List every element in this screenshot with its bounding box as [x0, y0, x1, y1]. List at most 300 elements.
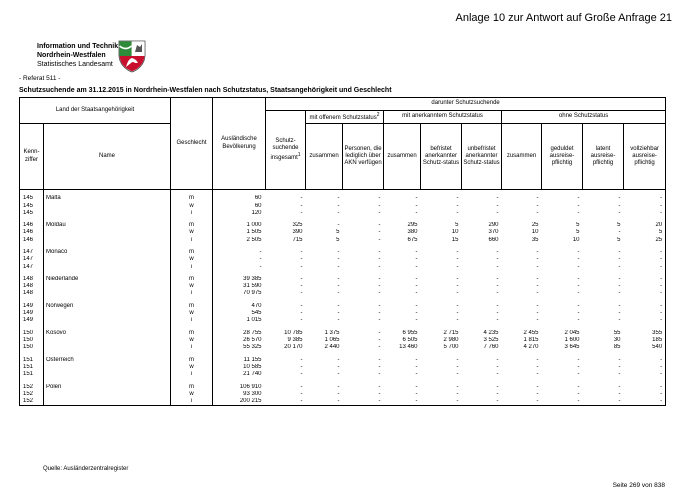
table-cell: - [660, 195, 663, 202]
table-cell: - [577, 371, 580, 378]
table-cell: - [378, 390, 381, 397]
table-cell: 10 [451, 229, 459, 236]
table-cell: 325 [292, 222, 303, 229]
table-cell: 1 505 [213, 229, 266, 236]
table-row [20, 276, 666, 283]
table-cell: - [536, 383, 539, 390]
table-cell: m [171, 249, 213, 256]
table-cell: - [577, 310, 580, 317]
table-cell: - [378, 337, 381, 344]
table-cell: m [171, 384, 213, 391]
table-cell: - [415, 310, 418, 317]
table-row [20, 290, 666, 297]
table-cell: m [171, 276, 213, 283]
table-cell: 540 [652, 344, 663, 351]
table-cell: 1 375 [324, 329, 340, 336]
cell-name: Moldau [44, 222, 171, 229]
table-cell: - [415, 290, 418, 297]
table-cell: - [496, 202, 499, 209]
table-cell: - [618, 195, 621, 202]
table-cell: m [171, 222, 213, 229]
table-cell: - [378, 209, 381, 216]
cell-kennziffer: 147 [23, 249, 34, 256]
table-cell: - [496, 398, 499, 405]
table-cell: - [660, 356, 663, 363]
cell-name [44, 364, 171, 371]
table-cell: - [378, 344, 381, 351]
table-cell: - [618, 383, 621, 390]
table-cell: w [171, 391, 213, 398]
table-cell: - [496, 317, 499, 324]
cell-kennziffer: 148 [23, 290, 34, 297]
table-cell: - [337, 263, 340, 270]
table-cell: 545 [213, 310, 266, 317]
table-cell: - [577, 263, 580, 270]
table-cell: - [456, 290, 459, 297]
table-row [20, 222, 666, 229]
table-cell: - [496, 383, 499, 390]
table-cell: 1 815 [523, 337, 539, 344]
table-cell: 5 [576, 222, 580, 229]
header-land: Land der Staatsangehörigkeit [20, 98, 171, 124]
table-cell: 1 065 [324, 337, 340, 344]
cell-name: Monaco [44, 249, 171, 256]
table-cell: - [536, 363, 539, 370]
cell-kennziffer: 150 [23, 337, 34, 344]
table-cell: - [536, 256, 539, 263]
table-cell: 60 [213, 203, 266, 210]
table-cell: - [577, 209, 580, 216]
table-cell: 15 [451, 236, 459, 243]
table-cell: - [660, 209, 663, 216]
table-cell: 2 045 [564, 329, 580, 336]
table-row [20, 337, 666, 344]
table-cell: 5 [455, 222, 459, 229]
header-unbefristet: unbefristet anerkannter Schutz-status [462, 124, 502, 190]
table-cell: - [577, 290, 580, 297]
table-row [20, 371, 666, 378]
table-row [20, 310, 666, 317]
cell-kennziffer: 146 [23, 236, 34, 243]
table-cell: - [496, 209, 499, 216]
table-cell: - [415, 195, 418, 202]
cell-name [44, 344, 171, 351]
cell-name [44, 398, 171, 406]
cell-name [44, 203, 171, 210]
header-geduldet: geduldet ausreise-pflichtig [542, 124, 583, 190]
cell-kennziffer: 151 [23, 356, 34, 363]
table-cell: - [415, 249, 418, 256]
table-cell: 380 [407, 229, 418, 236]
cell-name [44, 371, 171, 378]
table-cell: m [171, 303, 213, 310]
table-cell: - [456, 263, 459, 270]
table-cell: 1 000 [213, 222, 266, 229]
cell-name [44, 337, 171, 344]
table-cell: - [496, 371, 499, 378]
table-cell: - [300, 302, 303, 309]
table-cell: - [300, 383, 303, 390]
table-cell: - [300, 195, 303, 202]
table-cell: 3 525 [483, 337, 499, 344]
table-cell: - [577, 390, 580, 397]
table-cell: - [496, 283, 499, 290]
table-cell: - [536, 390, 539, 397]
table-cell: 370 [488, 229, 499, 236]
footnote-2: 2 [376, 111, 380, 118]
table-cell: - [536, 283, 539, 290]
footnote-1: 1 [297, 152, 301, 159]
cell-name [44, 256, 171, 263]
table-cell: - [337, 256, 340, 263]
cell-name [44, 210, 171, 217]
table-cell: - [618, 263, 621, 270]
table-cell: - [536, 356, 539, 363]
table-cell: 31 590 [213, 283, 266, 290]
table-cell: - [300, 317, 303, 324]
table-cell: - [337, 390, 340, 397]
cell-name: Norwegen [44, 303, 171, 310]
table-row [20, 283, 666, 290]
table-cell: - [300, 202, 303, 209]
header-zusammen-offen: zusammen [306, 124, 343, 190]
cell-kennziffer: 147 [23, 263, 34, 270]
table-cell: - [415, 356, 418, 363]
table-cell: - [496, 256, 499, 263]
table-row [20, 256, 666, 263]
table-cell: i [171, 210, 213, 217]
table-cell: - [660, 390, 663, 397]
cell-kennziffer: 152 [23, 390, 34, 397]
table-cell: - [618, 202, 621, 209]
table-cell: - [378, 356, 381, 363]
table-cell: - [660, 256, 663, 263]
table-cell: - [660, 363, 663, 370]
table-cell: - [577, 249, 580, 256]
table-cell: - [577, 195, 580, 202]
table-cell: 25 [531, 222, 539, 229]
table-row [20, 195, 666, 202]
table-cell: - [618, 390, 621, 397]
table-cell: - [337, 276, 340, 283]
table-cell: - [660, 302, 663, 309]
table-cell: i [171, 371, 213, 378]
table-cell: - [337, 290, 340, 297]
table-cell: - [456, 195, 459, 202]
table-cell: - [456, 383, 459, 390]
table-cell: - [536, 276, 539, 283]
table-cell: - [300, 371, 303, 378]
table-cell: - [415, 302, 418, 309]
table-cell: - [618, 310, 621, 317]
cell-name [44, 229, 171, 236]
table-cell: - [660, 398, 663, 405]
table-cell: 4 270 [523, 344, 539, 351]
table-cell: - [378, 398, 381, 405]
table-cell: - [496, 310, 499, 317]
cell-kennziffer: 150 [23, 344, 34, 351]
table-cell: - [618, 276, 621, 283]
table-cell: - [577, 317, 580, 324]
table-cell: 5 700 [443, 344, 459, 351]
table-row [20, 398, 666, 406]
table-row [20, 317, 666, 324]
table-cell: - [618, 302, 621, 309]
table-cell: - [618, 371, 621, 378]
table-cell: - [577, 302, 580, 309]
table-cell: - [337, 363, 340, 370]
table-row [20, 210, 666, 217]
cell-name: Malta [44, 195, 171, 202]
table-cell: i [171, 398, 213, 406]
table-row [20, 391, 666, 398]
table-cell: - [378, 276, 381, 283]
table-cell: - [415, 209, 418, 216]
table-cell: - [536, 209, 539, 216]
table-cell: 470 [213, 303, 266, 310]
table-cell: 355 [652, 329, 663, 336]
table-cell: - [456, 310, 459, 317]
table-cell: - [577, 256, 580, 263]
header-latent: latent ausreise-pflichtig [583, 124, 624, 190]
table-cell: - [337, 209, 340, 216]
cell-kennziffer: 149 [23, 302, 34, 309]
table-cell: 60 [213, 195, 266, 202]
table-cell: - [618, 249, 621, 256]
table-cell: - [300, 390, 303, 397]
cell-kennziffer: 149 [23, 310, 34, 317]
table-cell: - [337, 371, 340, 378]
table-cell: 6 505 [402, 337, 418, 344]
table-row [20, 264, 666, 271]
table-cell: - [337, 310, 340, 317]
table-cell: - [456, 256, 459, 263]
table-cell: - [618, 398, 621, 405]
table-cell: 3 645 [564, 344, 580, 351]
table-cell: - [300, 310, 303, 317]
org-name-line1: Information und Technik [37, 43, 119, 50]
table-cell: - [378, 236, 381, 243]
header-geschlecht: Geschlecht [171, 98, 213, 190]
header-kennziffer: Kenn-ziffer [20, 124, 44, 190]
table-cell: m [171, 357, 213, 364]
table-cell: - [660, 202, 663, 209]
table-cell: - [300, 398, 303, 405]
table-cell: - [618, 283, 621, 290]
header-befristet: befristet anerkannter Schutz-status [421, 124, 462, 190]
table-cell: i [171, 317, 213, 324]
cell-kennziffer: 152 [23, 383, 34, 390]
table-title: Schutzsuchende am 31.12.2015 in Nordrhein-Westfalen nach Schutzstatus, Staatsangehörigkeit und Geschlecht [19, 87, 392, 94]
table-row [20, 229, 666, 236]
table-cell: 5 [336, 229, 340, 236]
table-cell: 93 300 [213, 391, 266, 398]
table-cell: - [618, 356, 621, 363]
table-cell: - [415, 202, 418, 209]
table-cell: 11 155 [213, 357, 266, 364]
header-bevoelkerung: Ausländische Bevölkerung [213, 98, 266, 190]
table-cell: 10 [572, 236, 580, 243]
table-row [20, 237, 666, 244]
table-cell: - [378, 329, 381, 336]
table-cell: - [300, 209, 303, 216]
table-cell: - [536, 398, 539, 405]
table-cell: - [577, 356, 580, 363]
table-cell: - [415, 317, 418, 324]
table-cell: - [378, 229, 381, 236]
table-cell: 20 [655, 222, 663, 229]
table-row [20, 203, 666, 210]
table-cell: 20 170 [284, 344, 303, 351]
table-cell: - [536, 290, 539, 297]
table-cell: 295 [407, 222, 418, 229]
cell-kennziffer: 146 [23, 229, 34, 236]
table-cell: - [577, 363, 580, 370]
header-schutzsuchende: Schutz-suchende insgesamt$^1$ [266, 111, 306, 190]
table-cell: - [660, 310, 663, 317]
table-cell: 5 [576, 229, 580, 236]
table-cell: - [536, 195, 539, 202]
table-cell: 70 975 [213, 290, 266, 297]
cell-name [44, 391, 171, 398]
table-cell: - [456, 302, 459, 309]
table-row [20, 303, 666, 310]
table-cell: - [618, 290, 621, 297]
table-cell: - [415, 390, 418, 397]
cell-name [44, 317, 171, 324]
table-row [20, 364, 666, 371]
cell-kennziffer: 145 [23, 209, 34, 216]
table-cell: 21 740 [213, 371, 266, 378]
cell-kennziffer: 151 [23, 371, 34, 378]
table-cell: - [337, 222, 340, 229]
table-cell: - [378, 263, 381, 270]
header-darunter: darunter Schutzsuchende [266, 98, 666, 111]
table-row [20, 249, 666, 256]
table-row [20, 330, 666, 337]
table-cell: w [171, 310, 213, 317]
table-cell: 106 910 [213, 384, 266, 391]
table-cell: - [618, 256, 621, 263]
table-cell: - [337, 283, 340, 290]
table-cell: 390 [292, 229, 303, 236]
header-ohne: ohne Schutzstatus [502, 111, 666, 124]
table-cell: 290 [488, 222, 499, 229]
cell-name [44, 264, 171, 271]
table-cell: - [337, 195, 340, 202]
table-cell: - [378, 222, 381, 229]
cell-name: Polen [44, 384, 171, 391]
table-cell: - [536, 371, 539, 378]
cell-kennziffer: 145 [23, 195, 34, 202]
table-cell: 6 955 [402, 329, 418, 336]
table-cell: - [213, 256, 266, 263]
cell-kennziffer: 148 [23, 276, 34, 283]
cell-kennziffer: 147 [23, 256, 34, 263]
table-cell: 120 [213, 210, 266, 217]
table-cell: 10 [531, 229, 539, 236]
table-cell: - [536, 317, 539, 324]
table-cell: 675 [407, 236, 418, 243]
annex-label: Anlage 10 zur Antwort auf Große Anfrage 21 [455, 12, 672, 24]
organization-block [37, 42, 118, 69]
table-cell: 26 570 [213, 337, 266, 344]
table-cell: - [456, 317, 459, 324]
cell-name [44, 237, 171, 244]
table-cell: 200 215 [213, 398, 266, 406]
table-cell: 2 715 [443, 329, 459, 336]
table-cell: - [378, 249, 381, 256]
source-note: Quelle: Ausländerzentralregister [43, 466, 129, 472]
header-zusammen-ohne: zusammen [502, 124, 542, 190]
table-cell: - [378, 383, 381, 390]
table-cell: 660 [488, 236, 499, 243]
table-cell: - [456, 202, 459, 209]
table-cell: m [171, 195, 213, 202]
cell-name: Niederlande [44, 276, 171, 283]
table-cell: - [660, 276, 663, 283]
table-cell: 5 [336, 236, 340, 243]
table-cell: - [456, 356, 459, 363]
table-cell: 2 440 [324, 344, 340, 351]
table-cell: - [337, 317, 340, 324]
table-cell: 25 [655, 236, 663, 243]
table-cell: 35 [531, 236, 539, 243]
table-cell: 5 [658, 229, 663, 236]
table-cell: 39 385 [213, 276, 266, 283]
table-cell: 1 015 [213, 317, 266, 324]
table-cell: 5 [617, 236, 621, 243]
table-cell: - [415, 363, 418, 370]
table-cell: 13 460 [399, 344, 418, 351]
table-cell: 185 [652, 337, 663, 344]
table-cell: - [378, 317, 381, 324]
table-cell: - [536, 202, 539, 209]
table-cell: - [456, 249, 459, 256]
table-cell: - [378, 256, 381, 263]
table-cell: - [300, 356, 303, 363]
table-cell: 7 760 [483, 344, 499, 351]
table-cell: - [378, 302, 381, 309]
table-cell: - [415, 263, 418, 270]
table-cell: - [456, 209, 459, 216]
table-cell: - [415, 371, 418, 378]
table-cell: - [337, 249, 340, 256]
nrw-coat-of-arms-icon [117, 39, 147, 73]
org-name-line2: Nordrhein-Westfalen [37, 52, 106, 59]
table-cell: - [378, 363, 381, 370]
table-cell: m [171, 330, 213, 337]
table-row [20, 384, 666, 391]
table-cell: w [171, 229, 213, 236]
table-cell: 85 [613, 344, 621, 351]
table-cell: - [300, 249, 303, 256]
table-cell: - [496, 290, 499, 297]
cell-kennziffer: 151 [23, 363, 34, 370]
table-row [20, 344, 666, 351]
table-cell: w [171, 283, 213, 290]
table-cell: - [300, 290, 303, 297]
table-cell: 1 600 [564, 337, 580, 344]
table-cell: - [300, 276, 303, 283]
table-cell: - [415, 398, 418, 405]
table-cell: - [378, 195, 381, 202]
table-cell: - [577, 202, 580, 209]
table-cell: 10 785 [284, 329, 303, 336]
table-cell: - [536, 263, 539, 270]
table-cell: - [378, 202, 381, 209]
header-akn: Personen, die lediglich über AKN verfügen [343, 124, 384, 190]
